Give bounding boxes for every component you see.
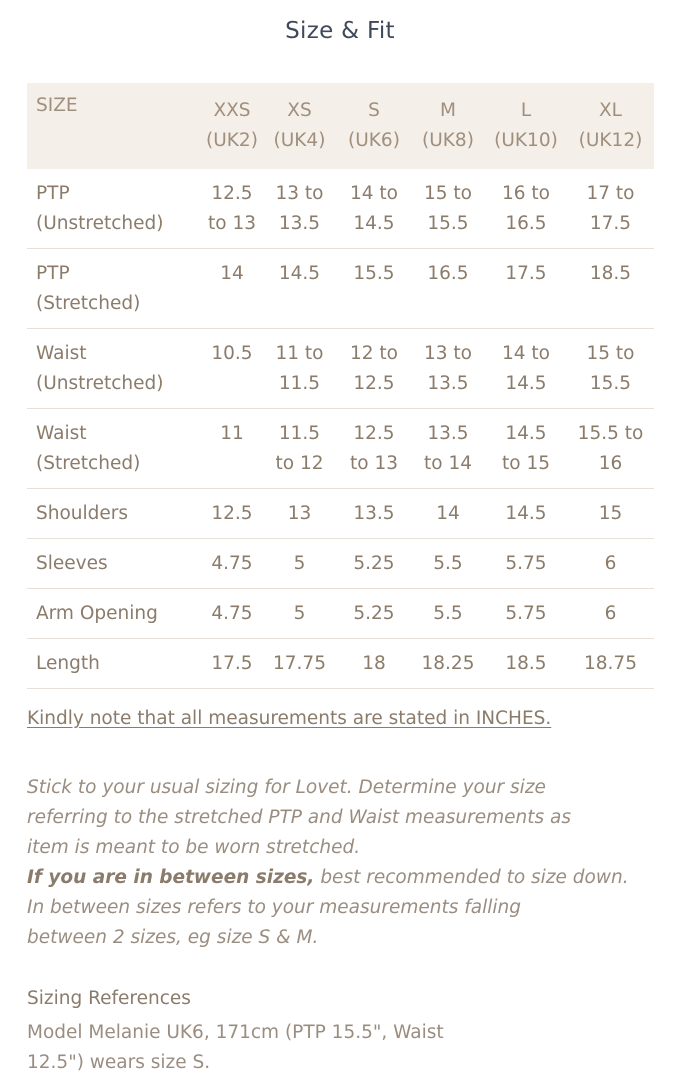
measurement-cell xyxy=(485,489,567,539)
measurement-value: 14 to xyxy=(502,343,550,364)
measurement-value: 14 xyxy=(436,503,460,524)
row-label-line: (Stretched) xyxy=(36,453,141,474)
measurement-cell xyxy=(411,589,485,639)
measurement-cell xyxy=(567,539,654,589)
measurement-cell xyxy=(337,329,411,409)
measurement-value: 13 to xyxy=(275,183,324,204)
row-label xyxy=(27,489,202,539)
measurement-cell xyxy=(411,329,485,409)
measurement-value: 15 to xyxy=(424,183,472,204)
measurement-value: 16.5 xyxy=(505,213,547,234)
measurement-value: 14 xyxy=(220,263,244,284)
measurement-cell xyxy=(262,589,337,639)
size-column-header xyxy=(485,83,567,169)
measurement-value: 17.5 xyxy=(211,653,253,674)
measurement-units-note: Kindly note that all measurements are stated in INCHES. xyxy=(27,708,552,729)
measurement-value: 5.5 xyxy=(433,603,463,624)
sizing-references-text xyxy=(27,1018,444,1078)
measurement-cell xyxy=(485,329,567,409)
measurement-value: 5 xyxy=(293,553,306,574)
measurement-value: 6 xyxy=(604,553,617,574)
measurement-cell xyxy=(202,329,262,409)
measurement-cell xyxy=(202,489,262,539)
measurement-value: 11 to xyxy=(275,343,324,364)
measurement-cell xyxy=(262,329,337,409)
measurement-cell xyxy=(485,169,567,249)
size-column-header xyxy=(202,83,262,169)
size-name: S xyxy=(368,100,380,121)
measurement-cell xyxy=(202,589,262,639)
advice-emphasis: If you are in between sizes, xyxy=(27,867,315,888)
measurement-value: 15.5 xyxy=(353,263,395,284)
measurement-value: 5.5 xyxy=(433,553,463,574)
row-label-line: (Unstretched) xyxy=(36,373,164,394)
measurement-cell xyxy=(485,639,567,689)
sizing-references-title: Sizing References xyxy=(27,988,191,1009)
measurement-cell xyxy=(485,539,567,589)
measurement-value: 14 to xyxy=(350,183,398,204)
measurement-value: 5.75 xyxy=(505,603,547,624)
measurement-cell xyxy=(411,539,485,589)
size-uk-equivalent: (UK10) xyxy=(494,130,558,151)
size-uk-equivalent: (UK12) xyxy=(578,130,643,151)
measurement-value: 12.5 xyxy=(353,423,395,444)
measurement-value: 16 to xyxy=(502,183,550,204)
measurement-cell xyxy=(337,409,411,489)
measurement-cell xyxy=(202,539,262,589)
measurement-value: to 13 xyxy=(208,213,256,234)
measurement-value: 15.5 xyxy=(427,213,469,234)
measurement-cell xyxy=(262,639,337,689)
measurement-value: 11.5 xyxy=(278,373,321,394)
measurement-value: 18 xyxy=(362,653,386,674)
row-label-line: (Stretched) xyxy=(36,293,141,314)
measurement-value: 17.5 xyxy=(505,263,547,284)
row-label-line: Waist xyxy=(36,423,87,444)
measurement-value: to 12 xyxy=(275,453,324,474)
row-label-line: Sleeves xyxy=(36,553,108,574)
measurement-value: 11 xyxy=(220,423,244,444)
measurement-cell xyxy=(411,409,485,489)
measurement-cell xyxy=(411,249,485,329)
measurement-value: 12.5 xyxy=(211,183,253,204)
size-uk-equivalent: (UK6) xyxy=(348,130,400,151)
measurement-cell xyxy=(262,169,337,249)
reference-line: 12.5") wears size S. xyxy=(27,1052,211,1073)
measurement-cell xyxy=(411,169,485,249)
table-row xyxy=(27,249,654,329)
size-name: XXS xyxy=(213,100,251,121)
measurement-value: 13 xyxy=(287,503,312,524)
measurement-cell xyxy=(411,489,485,539)
row-label xyxy=(27,329,202,409)
row-label-line: Arm Opening xyxy=(36,603,158,624)
table-header-row xyxy=(27,83,654,169)
table-row xyxy=(27,169,654,249)
measurement-value: 17 to xyxy=(586,183,635,204)
measurement-value: 5 xyxy=(293,603,306,624)
measurement-cell xyxy=(567,249,654,329)
size-uk-equivalent: (UK8) xyxy=(422,130,474,151)
size-column-header xyxy=(567,83,654,169)
advice-line: In between sizes refers to your measurements falling xyxy=(27,897,521,918)
measurement-value: 14.5 xyxy=(353,213,395,234)
measurement-cell xyxy=(337,639,411,689)
measurement-value: 6 xyxy=(604,603,617,624)
measurement-value: 15.5 to xyxy=(577,423,644,444)
measurement-cell xyxy=(337,249,411,329)
measurement-value: 18.5 xyxy=(589,263,632,284)
row-label-line: (Unstretched) xyxy=(36,213,164,234)
size-column-header xyxy=(411,83,485,169)
measurement-cell xyxy=(262,489,337,539)
row-label xyxy=(27,589,202,639)
measurement-cell xyxy=(567,489,654,539)
measurement-value: 13.5 xyxy=(278,213,321,234)
measurement-value: to 13 xyxy=(350,453,398,474)
measurement-cell xyxy=(337,589,411,639)
measurement-value: 5.25 xyxy=(353,603,395,624)
row-label-line: Waist xyxy=(36,343,87,364)
measurement-cell xyxy=(485,409,567,489)
size-chart-table xyxy=(27,83,654,689)
measurement-value: 12 to xyxy=(350,343,398,364)
size-header-label: SIZE xyxy=(36,95,78,116)
measurement-value: 16.5 xyxy=(427,263,469,284)
row-label-line: Shoulders xyxy=(36,503,129,524)
measurement-value: 10.5 xyxy=(211,343,253,364)
measurement-value: 14.5 xyxy=(505,423,547,444)
reference-line: Model Melanie UK6, 171cm (PTP 15.5", Waist xyxy=(27,1022,444,1043)
table-row xyxy=(27,329,654,409)
measurement-cell xyxy=(567,329,654,409)
measurement-value: 4.75 xyxy=(211,553,253,574)
measurement-cell xyxy=(202,249,262,329)
table-row xyxy=(27,489,654,539)
measurement-cell xyxy=(337,489,411,539)
size-name: XL xyxy=(599,100,622,121)
row-label xyxy=(27,539,202,589)
advice-line: item is meant to be worn stretched. xyxy=(27,837,361,858)
measurement-value: 17.5 xyxy=(589,213,632,234)
measurement-cell xyxy=(337,539,411,589)
advice-line: between 2 sizes, eg size S & M. xyxy=(27,927,319,948)
measurement-cell xyxy=(411,639,485,689)
measurement-value: 18.25 xyxy=(421,653,475,674)
measurement-value: to 15 xyxy=(502,453,550,474)
measurement-cell xyxy=(337,169,411,249)
measurement-cell xyxy=(262,409,337,489)
measurement-cell xyxy=(202,409,262,489)
measurement-value: 13.5 xyxy=(353,503,395,524)
measurement-cell xyxy=(202,169,262,249)
measurement-value: 14.5 xyxy=(278,263,321,284)
row-label xyxy=(27,169,202,249)
measurement-value: 14.5 xyxy=(505,503,547,524)
size-name: L xyxy=(520,100,532,121)
table-row xyxy=(27,409,654,489)
table-row xyxy=(27,639,654,689)
advice-line: Stick to your usual sizing for Lovet. Determine your size xyxy=(27,777,546,798)
size-column-header xyxy=(337,83,411,169)
measurement-value: 14.5 xyxy=(505,373,547,394)
measurement-value: 18.75 xyxy=(584,653,637,674)
row-label-line: PTP xyxy=(36,263,70,284)
table-row xyxy=(27,539,654,589)
size-uk-equivalent: (UK4) xyxy=(273,130,326,151)
size-name: XS xyxy=(287,100,312,121)
measurement-cell xyxy=(202,639,262,689)
advice-line xyxy=(27,863,667,893)
measurement-cell xyxy=(567,169,654,249)
measurement-cell xyxy=(485,589,567,639)
measurement-cell xyxy=(485,249,567,329)
size-name: M xyxy=(440,100,456,121)
row-label-line: Length xyxy=(36,653,100,674)
measurement-value: 16 xyxy=(598,453,623,474)
row-label xyxy=(27,249,202,329)
table-row xyxy=(27,589,654,639)
advice-line-rest: best recommended to size down. xyxy=(314,867,629,888)
measurement-value: 15.5 xyxy=(589,373,632,394)
measurement-value: 13.5 xyxy=(427,373,469,394)
measurement-value: 17.75 xyxy=(273,653,326,674)
row-label xyxy=(27,639,202,689)
measurement-value: 18.5 xyxy=(505,653,547,674)
page-title: Size & Fit xyxy=(285,18,395,44)
measurement-value: 15 xyxy=(598,503,623,524)
measurement-cell xyxy=(262,249,337,329)
size-column-header xyxy=(262,83,337,169)
measurement-value: 13.5 xyxy=(427,423,469,444)
table-body xyxy=(27,169,654,689)
measurement-cell xyxy=(262,539,337,589)
row-label xyxy=(27,409,202,489)
sizing-advice xyxy=(27,773,667,953)
measurement-value: 5.75 xyxy=(505,553,547,574)
measurement-value: 12.5 xyxy=(353,373,395,394)
measurement-cell xyxy=(567,409,654,489)
measurement-value: 12.5 xyxy=(211,503,253,524)
measurement-value: 13 to xyxy=(424,343,472,364)
measurement-value: 4.75 xyxy=(211,603,253,624)
measurement-value: to 14 xyxy=(424,453,472,474)
row-label-line: PTP xyxy=(36,183,70,204)
measurement-cell xyxy=(567,639,654,689)
measurement-cell xyxy=(567,589,654,639)
measurement-value: 11.5 xyxy=(278,423,321,444)
measurement-value: 15 to xyxy=(586,343,635,364)
size-uk-equivalent: (UK2) xyxy=(206,130,258,151)
measurement-value: 5.25 xyxy=(353,553,395,574)
advice-line: referring to the stretched PTP and Waist measurements as xyxy=(27,807,571,828)
